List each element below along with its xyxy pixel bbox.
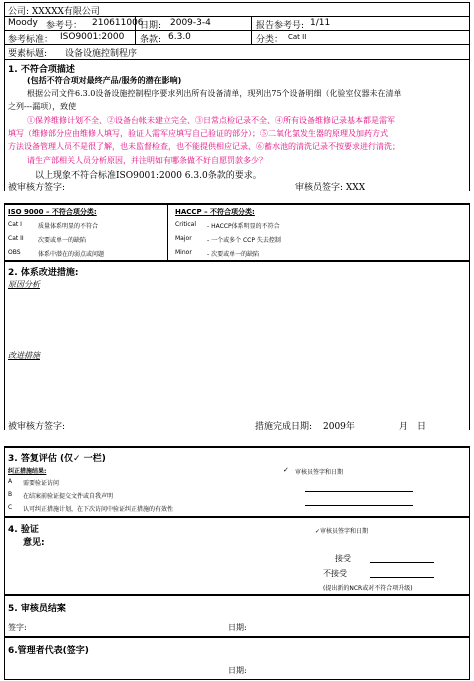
option-b-text: 在结案前验证提交文件或自我声明 (23, 493, 114, 500)
section-5 (4, 594, 470, 636)
finding-line-3: 方法设备管理人员不是很了解，也未监督检查，也不能提供相应记录、⑥蓄水池的清洗记录不按要求进行清洗； (8, 142, 400, 151)
section-1-title: 1. 不符合项描述 (8, 65, 75, 75)
description-line-2: 之列---漏项），致使 (8, 102, 77, 111)
header-row-2 (4, 30, 470, 44)
finding-line-1: ①保养维修计划不全、②设备台帐未建立完全、③日常点检记录不全、④所有设备维修记录基本都是需军 (27, 116, 395, 125)
iso-desc-1: 质量体系明显的不符合 (38, 223, 99, 230)
section-3-subtitle: 纠正措施结果: (8, 468, 47, 475)
form-bottom-border (4, 679, 470, 680)
section-5-date-label: 日期: (228, 623, 247, 632)
standard-label: 参考标准： (8, 35, 54, 45)
auditor-sign-label: 审核员签字: XXX (295, 183, 366, 193)
haccp-desc-3: - 次要或单一的缺陷 (207, 251, 260, 258)
haccp-desc-1: - HACCP体系明显的不符合 (207, 223, 280, 230)
ref-number: 210611006 (92, 18, 144, 28)
month-label: 月 (399, 422, 409, 432)
section-1 (4, 59, 470, 191)
classification-row (4, 203, 470, 260)
accept-label: 接受 (335, 554, 351, 563)
section-2 (4, 260, 470, 430)
subject-row (4, 44, 470, 59)
iso-code-1: Cat I (8, 221, 22, 228)
section-3 (4, 446, 470, 516)
cause-analysis-label: 原因分析 (8, 280, 40, 289)
section-5-sign-label: 签字: (8, 623, 27, 632)
auditor-name: Moody (8, 18, 38, 28)
company-name: 公司: XXXXX有限公司 (8, 7, 100, 17)
option-a-text: 需要验证访问 (23, 480, 60, 487)
option-c-code: C (8, 504, 13, 511)
improvement-action-label: 改进措施 (8, 351, 40, 360)
haccp-code-2: Major (175, 235, 192, 242)
option-c-text: 认可纠正措施计划，在下次访问中验证纠正措施的有效性 (23, 506, 174, 513)
company-row (4, 2, 470, 16)
report-ref-value: 1/11 (310, 18, 331, 28)
section-6 (4, 636, 470, 679)
finding-line-2: 填写（维修部分应由维修人填写，验证人需军应填写自己验证的部分）；⑤二氧化氯发生器的原理及加药方式 (8, 129, 388, 138)
iso-desc-2: 次要或单一的缺陷 (38, 237, 87, 244)
haccp-code-1: Critical (175, 221, 196, 228)
day-label: 日 (417, 422, 427, 432)
clause-label: 条款: (140, 35, 162, 45)
subject-label: 要素标题: (8, 49, 48, 59)
auditee-sign-label: 被审核方签字: (8, 183, 66, 193)
section-5-title: 5. 审核员结案 (8, 604, 66, 614)
section-2-title: 2. 体系改进措施: (8, 268, 79, 278)
reject-line[interactable] (370, 577, 434, 578)
haccp-desc-2: - 一个或多个 CCP 失去控制 (207, 237, 281, 244)
option-a-code: A (8, 478, 13, 485)
sign-line-b[interactable] (305, 491, 413, 492)
opinion-label: 意见: (23, 538, 45, 548)
category-value: Cat II (288, 33, 307, 41)
subject-value: 设备设施控制程序 (65, 49, 138, 59)
section-4 (4, 516, 470, 594)
reject-label: 不接受 (323, 569, 347, 578)
reject-note: (提出新的NCR或对不符合项升级) (323, 585, 413, 592)
category-label: 分类： (256, 35, 284, 45)
iso-box-title: ISO 9000 – 不符合项分类: (8, 208, 97, 216)
iso-code-2: Cat II (8, 235, 24, 242)
conclusion-text: 以上现象不符合标准ISO9001:2000 6.3.0条款的要求。 (35, 171, 262, 181)
description-line-1: 根据公司文件6.3.0设备设施控制程序要求列出所有设备清单，现列出75个设备明细（化验室仪器未在清单 (27, 89, 402, 98)
clause-value: 6.3.0 (168, 32, 191, 42)
completion-year: 2009年 (323, 422, 355, 432)
section-6-date-label: 日期: (228, 666, 247, 675)
section-4-sign-label: ✓审核员签字和日期 (315, 528, 369, 535)
section-3-title: 3. 答复评估 (仅✓ 一栏) (8, 454, 106, 464)
completion-date-label: 措施完成日期: (255, 422, 313, 432)
section-3-sign-label: 审核员签字和日期 (295, 469, 344, 476)
section-1-subtitle: (包括不符合项对最终产品/服务的潜在影响) (27, 76, 182, 85)
header-row-1 (4, 16, 470, 30)
section-6-title: 6.管理者代表(签字) (8, 646, 89, 656)
finding-line-4: 请生产部相关人员分析原因，并注明如有哪条做不好自愿罚款多少？ (27, 156, 267, 165)
date-label: 日期: (140, 21, 162, 31)
accept-line[interactable] (370, 562, 434, 563)
sign-line-c[interactable] (305, 505, 413, 506)
report-ref-label: 报告参考号: (256, 21, 305, 31)
haccp-box-title: HACCP – 不符合项分类: (175, 208, 255, 216)
iso-desc-3: 体系中潜在的弱点或问题 (38, 251, 105, 258)
standard-value: ISO9001:2000 (60, 32, 125, 42)
iso-code-3: OBS (8, 249, 21, 256)
ref-label: 参考号： (46, 21, 83, 31)
option-b-code: B (8, 491, 13, 498)
haccp-code-3: Minor (175, 249, 192, 256)
checkmark-icon: ✓ (283, 466, 289, 474)
date-value: 2009-3-4 (170, 18, 211, 28)
section-4-title: 4. 验证 (8, 525, 39, 535)
auditee-sign-label-2: 被审核方签字: (8, 422, 66, 432)
